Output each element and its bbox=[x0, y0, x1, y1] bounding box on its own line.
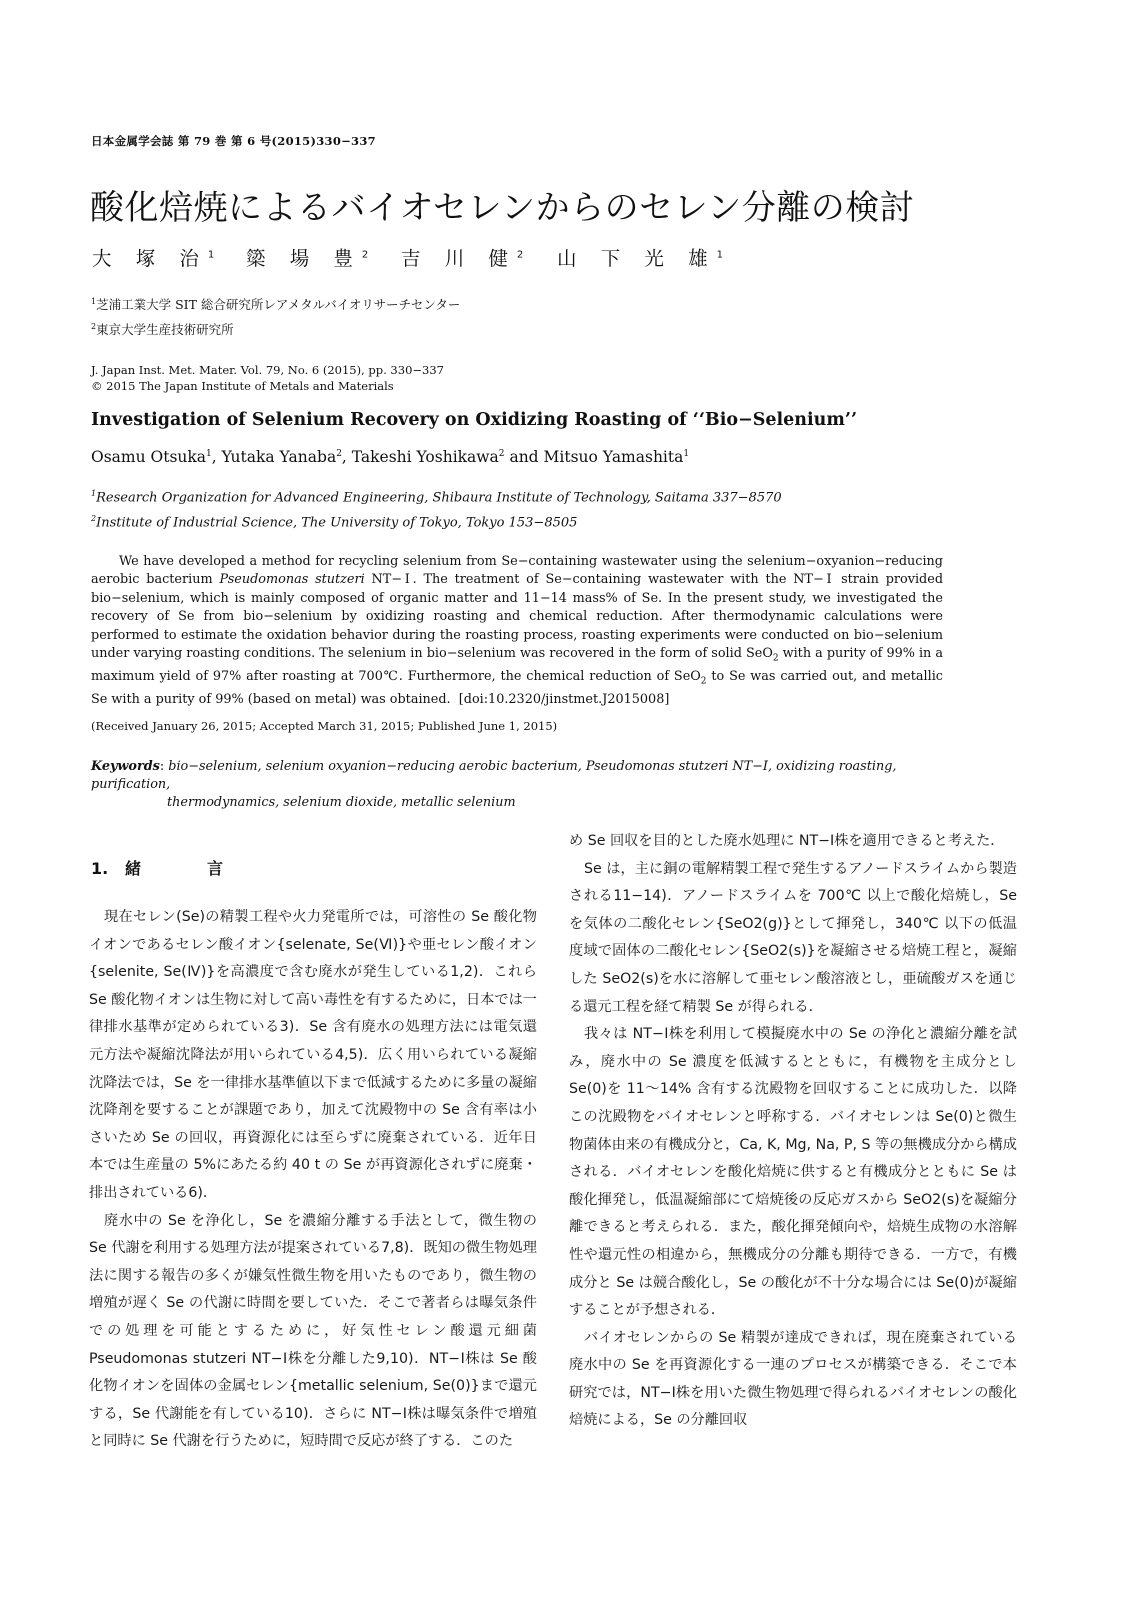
paragraph: Se は，主に銅の電解精製工程で発生するアノードスライムから製造される11−14)．アノードスライムを 700℃ 以上で酸化焙焼し，Se を気体の二酸化セレン{SeO2(g)}として揮発し，340℃ 以下の低温度域で固体の二酸化セレン{SeO2(s)}を凝縮させる焙焼工程と，凝縮した SeO2(s)を水に溶解して亜セレン酸溶液とし，亜硫酸ガスを通じる還元工程を経て精製 Se が得られる． bbox=[569, 860, 1017, 1015]
keywords: Keywords: bio−selenium, selenium oxyanion−reducing aerobic bacterium, Pseudomonas stutzeri NT−I, oxidizing roasting, purification, thermodynamics, selenium dioxide, metallic selenium bbox=[91, 759, 897, 810]
title-japanese: 酸化焙焼によるバイオセレンからのセレン分離の検討 bbox=[90, 188, 915, 228]
paragraph: 現在セレン(Se)の精製工程や火力発電所では，可溶性の Se 酸化物イオンであるセレン酸イオン{selenate, Se(Ⅵ)}や亜セレン酸イオン{selenite, Se(Ⅳ)}を高濃度で含む廃水が発生している1,2)．これら Se 酸化物イオンは生物に対して高い毒性を有するために，日本では一律排水基準が定められている3)．Se 含有廃水の処理方法には電気還元方法や凝縮沈降法が用いられている4,5)．広く用いられている凝縮沈降法では，Se を一律排水基準値以下まで低減するために多量の凝縮沈降剤を要することが課題であり，加えて沈殿物中の Se 含有率は小さいため Se の回収，再資源化には至らずに廃棄されている．近年日本では生産量の 5%にあたる約 40 t の Se が再資源化されずに廃棄・排出されている6)． bbox=[89, 909, 537, 1201]
citation-line: J. Japan Inst. Met. Mater. Vol. 79, No. 6 (2015), pp. 330−337 bbox=[91, 363, 444, 377]
doi: [doi:10.2320/jinstmet.J2015008] bbox=[458, 691, 670, 707]
journal-reference: 日本金属学会誌 第 79 巻 第 6 号(2015)330−337 bbox=[91, 134, 376, 148]
body-column-left bbox=[89, 904, 537, 1456]
affiliation-ja-1: $^1$芝浦工業大学 SIT 総合研究所レアメタルバイオリサーチセンター bbox=[91, 296, 461, 312]
affiliation-ja-2: $^2$東京大学生産技術研究所 bbox=[91, 321, 234, 337]
author-en-1: Osamu Otsuka$^1$ bbox=[91, 448, 212, 466]
author-ja-2: 簗 場 豊$^2$ bbox=[246, 247, 369, 270]
author-ja-4: 山 下 光 雄$^1$ bbox=[557, 247, 723, 270]
body-column-right bbox=[569, 828, 1017, 1435]
paragraph: バイオセレンからの Se 精製が達成できれば，現在廃棄されている廃水中の Se を再資源化する一連のプロセスが構築できる．そこで本研究では，NT−Ⅰ株を用いた微生物処理で得られるバイオセレンの酸化焙焼による，Se の分離回収 bbox=[569, 1329, 1017, 1429]
affiliation-en-1: $^1$Research Organization for Advanced Engineering, Shibaura Institute of Technology, Saitama 337−8570 bbox=[91, 489, 782, 506]
paragraph: 廃水中の Se を浄化し，Se を濃縮分離する手法として，微生物の Se 代謝を利用する処理方法が提案されている7,8)．既知の微生物処理法に関する報告の多くが嫌気性微生物を用いたものであり，微生物の増殖が遅く Se の代謝に時間を要していた．そこで著者らは曝気条件での処理を可能とするために，好気性セレン酸還元細菌 Pseudomonas stutzeri NT−Ⅰ株を分離した9,10)．NT−Ⅰ株は Se 酸化物イオンを固体の金属セレン{metallic selenium, Se(0)}まで還元する，Se 代謝能を有している10)．さらに NT−Ⅰ株は曝気条件で増殖と同時に Se 代謝を行うために，短時間で反応が終了する．このた bbox=[89, 1212, 537, 1450]
paragraph: め Se 回収を目的とした廃水処理に NT−Ⅰ株を適用できると考えた． bbox=[569, 833, 1005, 849]
author-ja-3: 吉 川 健$^2$ bbox=[401, 247, 524, 270]
affiliation-en-2: $^2$Institute of Industrial Science, The University of Tokyo, Tokyo 153−8505 bbox=[91, 514, 578, 531]
abstract: We have developed a method for recycling selenium from Se−containing wastewater using the selenium−oxyanion−reducing aerobic bacterium Pseudomonas stutzeri NT−Ⅰ. The treatment of Se−containing wastewater with the NT−Ⅰ strain provided bio−selenium, which is mainly composed of organic matter and 11−14 mass% of Se. In the present study, we investigated the recovery of Se from bio−selenium by oxidizing roasting and chemical reduction. After thermodynamic calculations were performed to estimate the oxidation behavior during the roasting process, roasting experiments were conducted on bio−selenium under varying roasting conditions. The selenium in bio−selenium was recovered in the form of solid SeO$_2$ with a purity of 99% in a maximum yield of 97% after roasting at 700℃. Furthermore, the chemical reduction of SeO$_2$ to Se was carried out, and metallic Se with a purity of 99% (based on metal) was obtained. [doi:10.2320/jinstmet.J2015008] bbox=[91, 554, 944, 707]
section-heading-introduction: 1. 緒 言 bbox=[91, 859, 224, 878]
received-dates: (Received January 26, 2015; Accepted March 31, 2015; Published June 1, 2015) bbox=[91, 719, 558, 733]
authors-english: Osamu Otsuka$^1$, Yutaka Yanaba$^2$, Takeshi Yoshikawa$^2$ and Mitsuo Yamashita$^1$ bbox=[91, 448, 690, 466]
title-english: Investigation of Selenium Recovery on Oxidizing Roasting of ‘‘Bio−Selenium’’ bbox=[91, 410, 858, 430]
author-en-2: Yutaka Yanaba$^2$ bbox=[221, 448, 342, 466]
author-en-4: Mitsuo Yamashita$^1$ bbox=[543, 448, 690, 466]
copyright-line: © 2015 The Japan Institute of Metals and Materials bbox=[91, 379, 394, 393]
author-en-3: Takeshi Yoshikawa$^2$ bbox=[351, 448, 505, 466]
author-ja-1: 大 塚 治$^1$ bbox=[92, 247, 215, 270]
paragraph: 我々は NT−Ⅰ株を利用して模擬廃水中の Se の浄化と濃縮分離を試み，廃水中の Se 濃度を低減するとともに，有機物を主成分とし Se(0)を 11〜14% 含有する沈殿物を回収することに成功した．以降この沈殿物をバイオセレンと呼称する．バイオセレンは Se(0)と微生物菌体由来の有機成分と，Ca, K, Mg, Na, P, S 等の無機成分から構成される．バイオセレンを酸化焙焼に供すると有機成分とともに Se は酸化揮発し，低温凝縮部にて焙焼後の反応ガスから SeO2(s)を凝縮分離できると考えられる．また，酸化揮発傾向や，焙焼生成物の水溶解性や還元性の相違から，無機成分の分離も期待できる．一方で，有機成分と Se は競合酸化し，Se の酸化が不十分な場合には Se(0)が凝縮することが予想される． bbox=[569, 1026, 1017, 1319]
